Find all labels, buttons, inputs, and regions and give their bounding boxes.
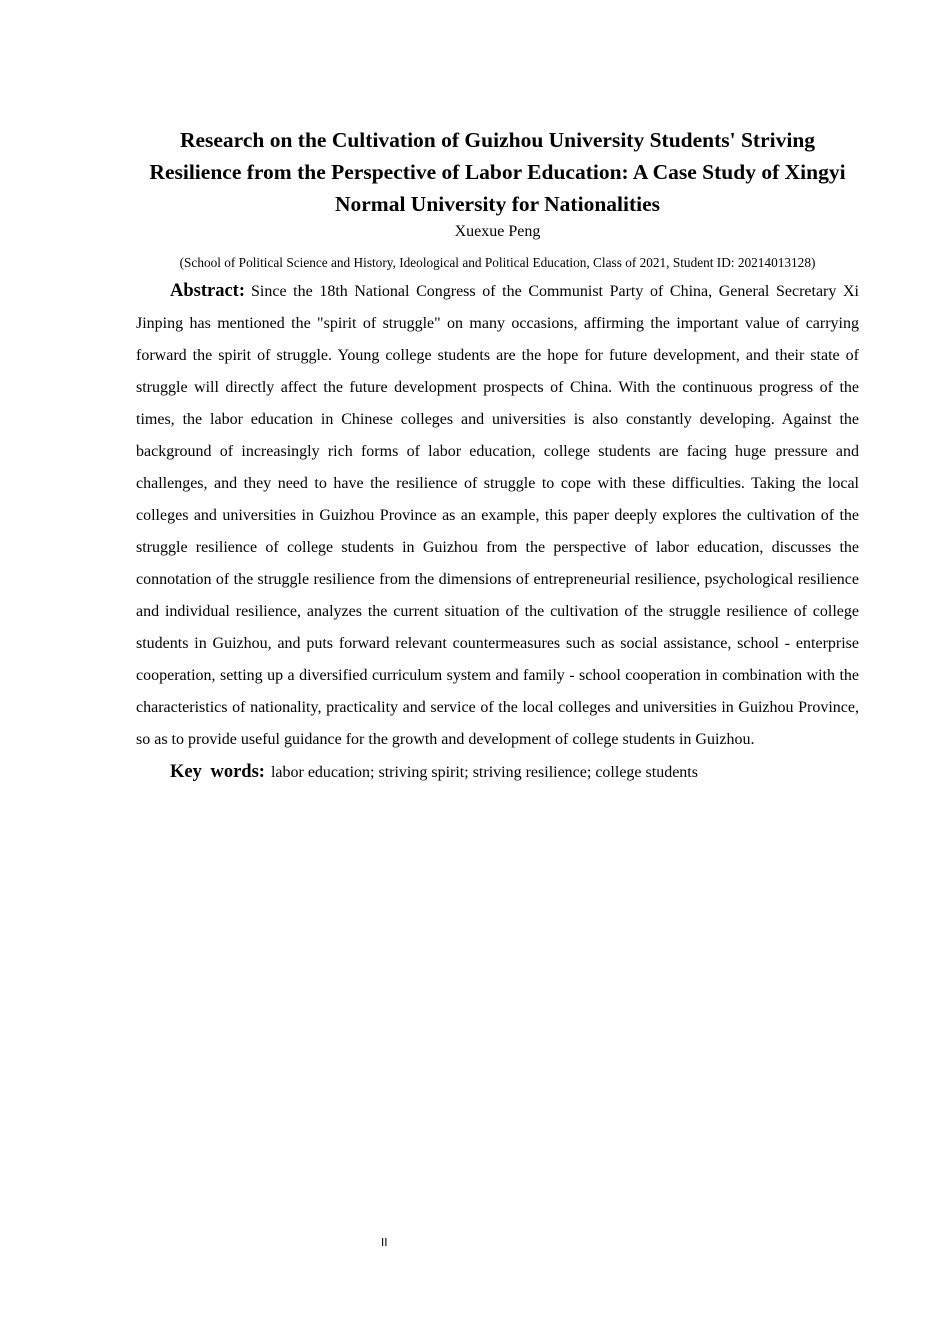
paper-title: Research on the Cultivation of Guizhou University Students' Striving Resilience from the Perspective of Labor Education: A Case Study of Xingyi Normal University for Nationalities — [149, 128, 846, 216]
keywords-paragraph — [136, 756, 859, 789]
keywords-label: Key words: — [170, 762, 265, 782]
abstract-paragraph — [136, 275, 859, 756]
paper-content — [136, 124, 859, 789]
page-number: II — [381, 1236, 388, 1249]
keywords-text: labor education; striving spirit; striving resilience; college students — [270, 764, 698, 781]
author-name: Xuexue Peng — [454, 223, 541, 240]
author-affiliation: (School of Political Science and History, Ideological and Political Education, Class of 2021, Student ID: 20214013128) — [179, 255, 816, 270]
abstract-label: Abstract: — [170, 281, 246, 301]
abstract-text: Since the 18th National Congress of the Communist Party of China, General Secretary Xi Jinping has mentioned the "spirit of struggle" on many occasions, affirming the important value of carrying forward the spirit of struggle. Young college students are the hope for future development, and their state of struggle will directly affect the future development prospects of China. With the continuous progress of the times, the labor education in Chinese colleges and universities is also constantly developing. Against the background of increasingly rich forms of labor education, college students are facing huge pressure and challenges, and they need to have the resilience of struggle to cope with these difficulties. Taking the local colleges and universities in Guizhou Province as an example, this paper deeply explores the cultivation of the struggle resilience of college students in Guizhou from the perspective of labor education, discusses the connotation of the struggle resilience from the dimensions of entrepreneurial resilience, psychological resilience and individual resilience, analyzes the current situation of the cultivation of the struggle resilience of college students in Guizhou, and puts forward relevant countermeasures such as social assistance, school - enterprise cooperation, setting up a diversified curriculum system and family - school cooperation in combination with the characteristics of nationality, practicality and service of the local colleges and universities in Guizhou Province, so as to provide useful guidance for the growth and development of college students in Guizhou. — [136, 283, 859, 748]
